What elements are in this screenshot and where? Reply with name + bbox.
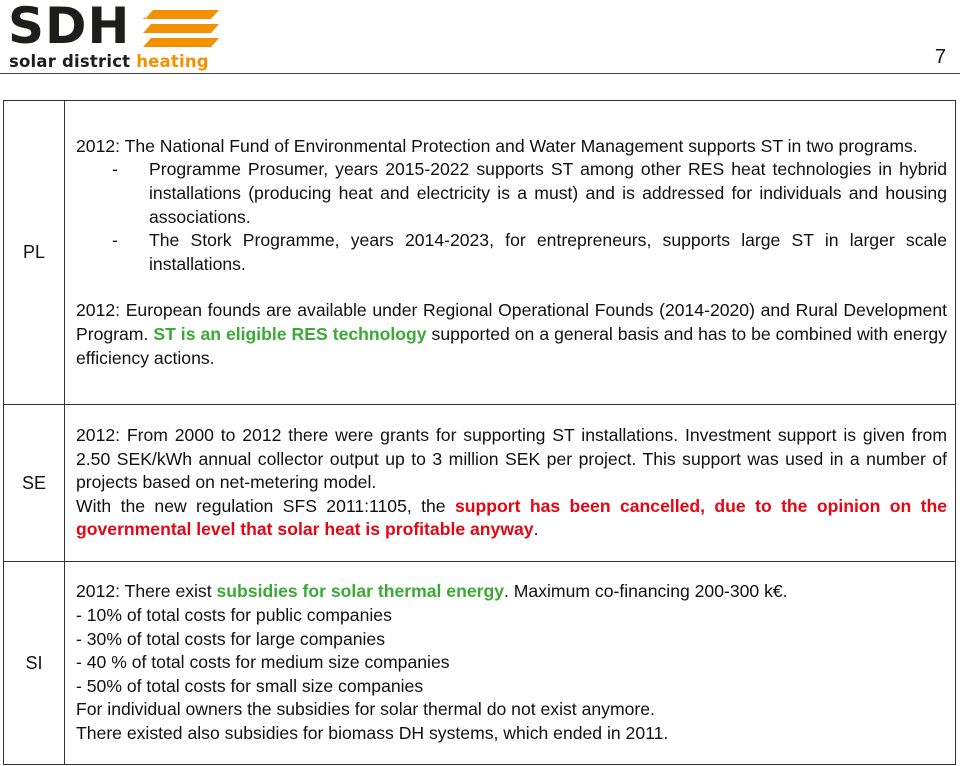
logo-tagline-accent: heating [136, 52, 209, 71]
country-cell: SI [4, 562, 65, 765]
list-item: - Programme Prosumer, years 2015-2022 supports ST among other RES heat technologies in hybrid installations (producing heat and electricity is a must) and is addressed for individuals and housing associations. [112, 158, 947, 229]
highlight-green: subsidies for solar thermal energy [216, 581, 504, 602]
highlight-green: ST is an eligible RES technology [153, 323, 427, 344]
list-item: - The Stork Programme, years 2014-2023, for entrepreneurs, supports large ST in larger scale installations. [112, 229, 947, 276]
logo-stripes-icon [139, 8, 219, 48]
paragraph: There existed also subsidies for biomass DH systems, which ended in 2011. [76, 722, 669, 743]
table-row-si [4, 562, 956, 765]
paragraph [76, 580, 947, 604]
logo-wordmark: SDH [8, 0, 131, 55]
content-cell [65, 101, 956, 405]
paragraph: For individual owners the subsidies for solar thermal do not exist anymore. [76, 699, 655, 720]
logo-tagline [9, 52, 209, 72]
highlight-red: support has been cancelled, due to the opinion on the governmental level that solar heat is profitable anyway [76, 495, 947, 540]
text-span: . [533, 519, 539, 540]
paragraph: 2012: From 2000 to 2012 there were grants for supporting ST installations. Investment support is given from 2.50 SEK/kWh annual collector output up to 3 million SEK per project. This support was used in a number of projects based on net-metering model. [76, 425, 947, 493]
list-item: - 10% of total costs for public companies [76, 605, 392, 626]
text-span: With the new regulation SFS 2011:1105, the [76, 495, 455, 516]
program-list [76, 158, 947, 276]
paragraph [76, 299, 947, 370]
sdh-logo [6, 2, 221, 72]
list-item: - 30% of total costs for large companies [76, 628, 386, 649]
spacer [76, 276, 947, 299]
paragraph [76, 495, 947, 542]
page-number: 7 [934, 46, 946, 68]
logo-tagline-prefix: solar district [9, 52, 137, 71]
content-cell [65, 562, 956, 765]
country-cell: SE [4, 405, 65, 562]
header-divider [0, 73, 960, 74]
table-row-pl [4, 101, 956, 405]
text-span: . Maximum co-financing 200-300 k€. [503, 581, 788, 602]
table-row-se [4, 405, 956, 562]
content-cell [65, 405, 956, 562]
list-item: - 40 % of total costs for medium size companies [76, 652, 450, 673]
policy-table [3, 100, 956, 765]
text-span: 2012: European founds are available under Regional Operational Founds (2014-2020) and Rural Development Program. [76, 300, 947, 344]
text-span: supported on a general basis and has to be combined with energy efficiency actions. [76, 323, 948, 368]
country-cell: PL [4, 101, 65, 405]
paragraph: 2012: The National Fund of Environmental Protection and Water Management supports ST in two programs. [76, 135, 918, 156]
list-item: - 50% of total costs for small size companies [76, 675, 424, 696]
text-span: 2012: There exist [76, 581, 217, 602]
